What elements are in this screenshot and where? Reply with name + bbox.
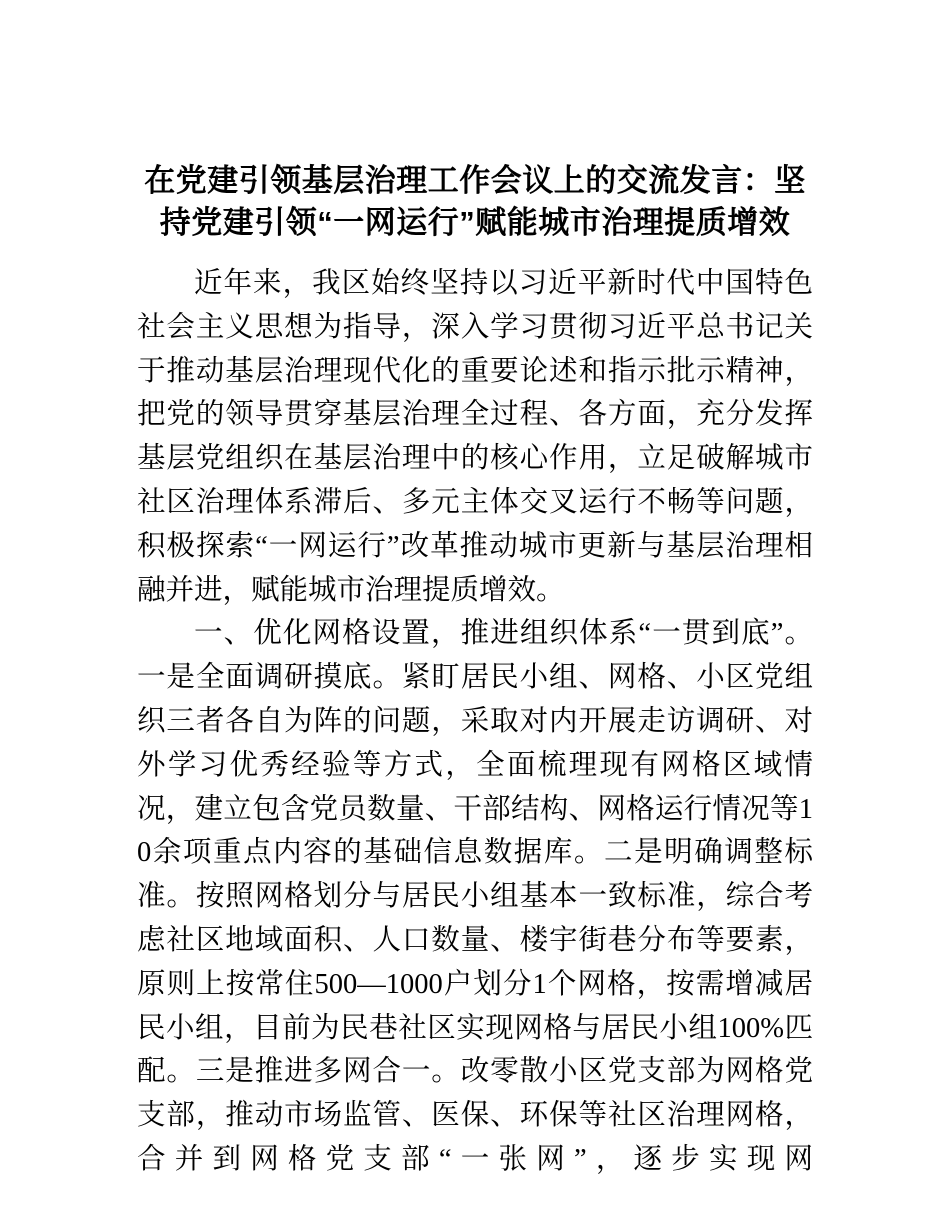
paragraph-intro: 近年来，我区始终坚持以习近平新时代中国特色社会主义思想为指导，深入学习贯彻习近平总书记关于推动基层治理现代化的重要论述和指示批示精神，把党的领导贯穿基层治理全过程、各方面，充分发挥基层党组织在基层治理中的核心作用，立足破解城市社区治理体系滞后、多元主体交叉运行不畅等问题，积极探索“一网运行”改革推动城市更新与基层治理相融并进，赋能城市治理提质增效。: [137, 268, 813, 606]
paragraph-section-one: 一、优化网格设置，推进组织体系“一贯到底”。一是全面调研摸底。紧盯居民小组、网格、小区党组织三者各自为阵的问题，采取对内开展走访调研、对外学习优秀经验等方式，全面梳理现有网格区域情况，建立包含党员数量、干部结构、网格运行情况等10余项重点内容的基础信息数据库。二是明确调整标准。按照网格划分与居民小组基本一致标准，综合考虑社区地域面积、人口数量、楼宇街巷分布等要素，原则上按常住500—1000户划分1个网格，按需增减居民小组，目前为民巷社区实现网格与居民小组100%匹配。三是推进多网合一。改零散小区党支部为网格党支部，推动市场监管、医保、环保等社区治理网格，合并到网格党支部“一张网”，逐步实现网: [137, 618, 813, 1175]
document-content: [137, 160, 813, 1182]
document-title: 在党建引领基层治理工作会议上的交流发言：坚持党建引领“一网运行”赋能城市治理提质增效: [144, 163, 806, 240]
